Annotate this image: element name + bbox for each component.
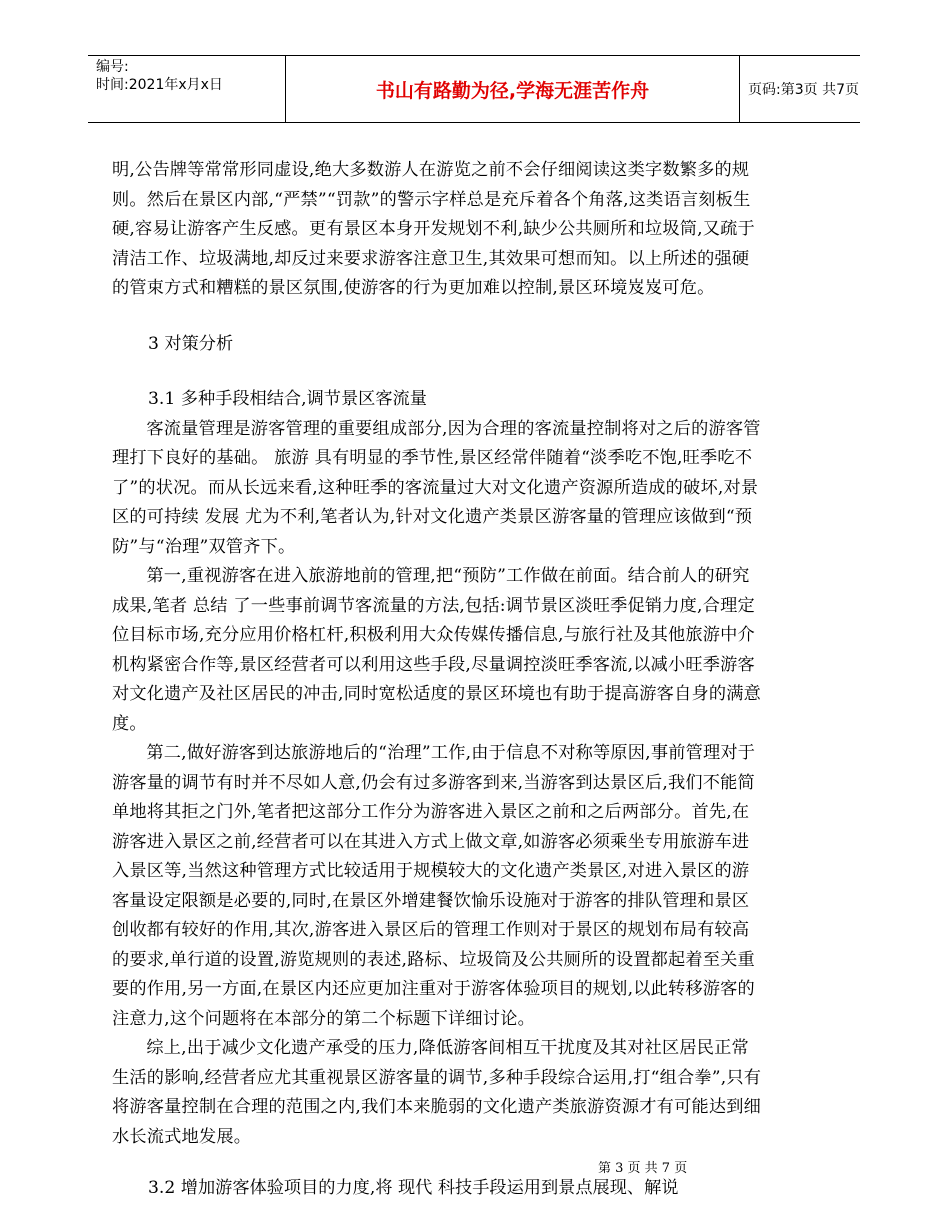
header-motto-cell <box>285 56 740 122</box>
paragraph-4: 综上,出于减少文化遗产承受的压力,降低游客间相互干扰度及其对社区居民正常生活的影响,经营者应尤其重视景区游客量的调节,多种手段综合运用,打“组合拳”,只有将游客量控制在合理的范围之内,我们本来脆弱的文化遗产类旅游资源才有可能达到细水长流式地发展。 <box>112 1038 762 1147</box>
page-footer: 第 3 页 共 7 页 <box>598 1161 688 1176</box>
paragraph-2: 第一,重视游客在进入旅游地前的管理,把“预防”工作做在前面。结合前人的研究成果,笔者 总结 了一些事前调节客流量的方法,包括:调节景区淡旺季促销力度,合理定位目标市场,充分应用价格杠杆,积极利用大众传媒传播信息,与旅行社及其他旅游中介机构紧密合作等,景区经营者可以利用这些手段,尽量调控淡旺季客流,以减小旺季游客对文化遗产及社区居民的冲击,同时宽松适度的景区环境也有助于提高游客自身的满意度。 <box>112 566 762 734</box>
paragraph-1: 客流量管理是游客管理的重要组成部分,因为合理的客流量控制将对之后的游客管理打下良好的基础。 旅游 具有明显的季节性,景区经常伴随着“淡季吃不饱,旺季吃不了”的状况。而从长远来看,这种旺季的客流量过大对文化遗产资源所造成的破坏,对景区的可持续 发展 尤为不利,笔者认为,针对文化遗产类景区游客量的管理应该做到“预防”与“治理”双管齐下。 <box>112 418 761 557</box>
document-body <box>112 156 766 1204</box>
header-time-label: 时间:2021年x月x日 <box>96 77 223 93</box>
page-header <box>88 55 860 123</box>
paragraph-3: 第二,做好游客到达旅游地后的“治理”工作,由于信息不对称等原因,事前管理对于游客量的调节有时并不尽如人意,仍会有过多游客到来,当游客到达景区后,我们不能简单地将其拒之门外,笔者把这部分工作分为游客进入景区之前和之后两部分。首先,在游客进入景区之前,经营者可以在其进入方式上做文章,如游客必须乘坐专用旅游车进入景区等,当然这种管理方式比较适用于规模较大的文化遗产类景区,对进入景区的游客量设定限额是必要的,同时,在景区外增建餐饮愉乐设施对于游客的排队管理和景区创收都有较好的作用,其次,游客进入景区后的管理工作则对于景区的规划布局有较高的要求,单行道的设置,游览规则的表述,路标、垃圾筒及公共厕所的设置都起着至关重要的作用,另一方面,在景区内还应更加注重对于游客体验项目的规划,以此转移游客的注意力,这个问题将在本部分的第二个标题下详细讨论。 <box>112 743 756 1029</box>
header-page-cell <box>740 56 860 122</box>
header-number-label: 编号: <box>96 59 129 75</box>
header-page-info: 页码:第3页 共7页 <box>748 82 859 98</box>
header-meta <box>88 56 285 122</box>
subsection-heading-3-1: 3.1 多种手段相结合,调节景区客流量 <box>148 389 427 409</box>
header-motto: 书山有路勤为径,学海无涯苦作舟 <box>375 79 650 102</box>
subsection-heading-3-2: 3.2 增加游客体验项目的力度,将 现代 科技手段运用到景点展现、解说 <box>148 1178 679 1198</box>
section-heading-3: 3 对策分析 <box>148 333 234 354</box>
paragraph-intro: 明,公告牌等常常形同虚设,绝大多数游人在游览之前不会仔细阅读这类字数繁多的规则。然后在景区内部,“严禁”“罚款”的警示字样总是充斥着各个角落,这类语言刻板生硬,容易让游客产生反感。更有景区本身开发规划不利,缺少公共厕所和垃圾筒,又疏于清洁工作、垃圾满地,却反过来要求游客注意卫生,其效果可想而知。以上所述的强硬的管束方式和糟糕的景区氛围,使游客的行为更加难以控制,景区环境岌岌可危。 <box>112 160 755 298</box>
